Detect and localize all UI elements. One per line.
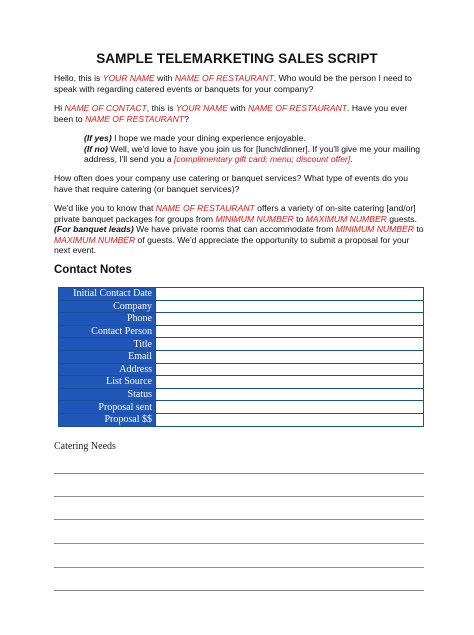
writing-line[interactable] bbox=[54, 590, 424, 591]
text-run: Hello, this is bbox=[54, 73, 103, 83]
writing-line[interactable] bbox=[54, 543, 424, 544]
writing-line[interactable] bbox=[54, 519, 424, 520]
placeholder-offer: [complimentary gift card; menu; discount offer] bbox=[174, 154, 351, 165]
placeholder-restaurant-name: NAME OF RESTAURANT bbox=[248, 103, 348, 113]
text-run: ? bbox=[184, 113, 189, 124]
contact-field-label: Status bbox=[59, 388, 156, 401]
text-run: We'd like you to know that bbox=[54, 203, 156, 213]
contact-field-value[interactable] bbox=[156, 376, 424, 389]
contact-row bbox=[59, 300, 424, 313]
contact-row bbox=[59, 350, 424, 363]
contact-row bbox=[59, 388, 424, 401]
contact-notes-heading: Contact Notes bbox=[54, 264, 132, 276]
contact-row bbox=[59, 363, 424, 376]
text-run: I hope we made your dining experience enjoyable. bbox=[111, 133, 306, 143]
writing-line[interactable] bbox=[54, 496, 424, 497]
text-run: We have private rooms that can accommodate from bbox=[133, 224, 336, 235]
contact-field-label: Phone bbox=[59, 313, 156, 326]
contact-notes-table bbox=[58, 287, 424, 427]
text-run: . bbox=[350, 154, 353, 165]
contact-field-value[interactable] bbox=[156, 350, 424, 363]
if-yes-label: (If yes) bbox=[84, 133, 112, 143]
if-no-line bbox=[84, 144, 426, 165]
placeholder-restaurant-name: NAME OF RESTAURANT bbox=[85, 113, 185, 124]
if-yes-line bbox=[84, 133, 426, 144]
text-run: , this is bbox=[146, 103, 176, 113]
contact-field-label: Proposal $$ bbox=[59, 413, 156, 426]
contact-field-value[interactable] bbox=[156, 325, 424, 338]
text-run: . Have you ever been to bbox=[54, 103, 408, 124]
introduction-paragraph bbox=[54, 103, 424, 124]
contact-row bbox=[59, 401, 424, 414]
contact-field-label: Title bbox=[59, 338, 156, 351]
contact-field-value[interactable] bbox=[156, 363, 424, 376]
contact-field-label: Address bbox=[59, 363, 156, 376]
placeholder-max-number: MAXIMUM NUMBER bbox=[305, 213, 387, 224]
if-no-label: (If no) bbox=[84, 143, 108, 154]
contact-field-label: Initial Contact Date bbox=[59, 288, 156, 301]
contact-field-label: Proposal sent bbox=[59, 401, 156, 414]
text-run: to bbox=[293, 213, 306, 224]
placeholder-max-number: MAXIMUM NUMBER bbox=[54, 234, 136, 245]
contact-row bbox=[59, 325, 424, 338]
page-title: SAMPLE TELEMARKETING SALES SCRIPT bbox=[96, 51, 378, 66]
placeholder-min-number: MINIMUM NUMBER bbox=[335, 224, 414, 235]
banquet-leads-label: (For banquet leads) bbox=[54, 224, 134, 235]
text-run: to bbox=[413, 224, 424, 235]
text-run: with bbox=[154, 73, 175, 83]
text-run: Hi bbox=[54, 103, 65, 113]
contact-row bbox=[59, 376, 424, 389]
contact-row bbox=[59, 288, 424, 301]
text-run: offers a variety of on-site catering [and/or] private banquet packages for groups from bbox=[54, 203, 416, 224]
contact-field-value[interactable] bbox=[156, 338, 424, 351]
greeting-paragraph bbox=[54, 73, 424, 94]
writing-line[interactable] bbox=[54, 567, 424, 568]
contact-row bbox=[59, 413, 424, 426]
placeholder-restaurant-name: NAME OF RESTAURANT bbox=[174, 73, 274, 83]
placeholder-your-name: YOUR NAME bbox=[102, 73, 155, 83]
contact-field-value[interactable] bbox=[156, 388, 424, 401]
contact-row bbox=[59, 338, 424, 351]
contact-field-value[interactable] bbox=[156, 300, 424, 313]
contact-field-value[interactable] bbox=[156, 288, 424, 301]
text-run: guests. bbox=[386, 213, 417, 224]
placeholder-contact-name: NAME OF CONTACT bbox=[64, 103, 147, 113]
text-run: Well, we'd love to have you join us for [lunch/dinner]. If you'll give me your mailing address, I'll send you a bbox=[84, 143, 421, 165]
placeholder-min-number: MINIMUM NUMBER bbox=[215, 213, 294, 224]
contact-field-label: Company bbox=[59, 300, 156, 313]
yes-no-responses bbox=[84, 133, 426, 165]
contact-row bbox=[59, 313, 424, 326]
writing-line[interactable] bbox=[54, 473, 424, 474]
placeholder-your-name: YOUR NAME bbox=[175, 103, 228, 113]
offer-paragraph bbox=[54, 203, 424, 256]
contact-field-label: Contact Person bbox=[59, 325, 156, 338]
contact-field-value[interactable] bbox=[156, 401, 424, 414]
contact-field-value[interactable] bbox=[156, 313, 424, 326]
contact-field-label: List Source bbox=[59, 376, 156, 389]
contact-field-label: Email bbox=[59, 350, 156, 363]
text-run: . Who would be the person I need to speak with regarding catered events or banquets for your company? bbox=[54, 73, 412, 94]
contact-field-value[interactable] bbox=[156, 413, 424, 426]
catering-needs-label: Catering Needs bbox=[54, 441, 116, 452]
catering-frequency-paragraph: How often does your company use catering or banquet services? What type of events do you have that require catering (or banquet services)? bbox=[54, 173, 408, 194]
text-run: with bbox=[227, 103, 249, 113]
placeholder-restaurant-name: NAME OF RESTAURANT bbox=[155, 203, 255, 213]
text-run: of guests. We'd appreciate the opportunity to submit a proposal for your next event. bbox=[54, 234, 410, 256]
